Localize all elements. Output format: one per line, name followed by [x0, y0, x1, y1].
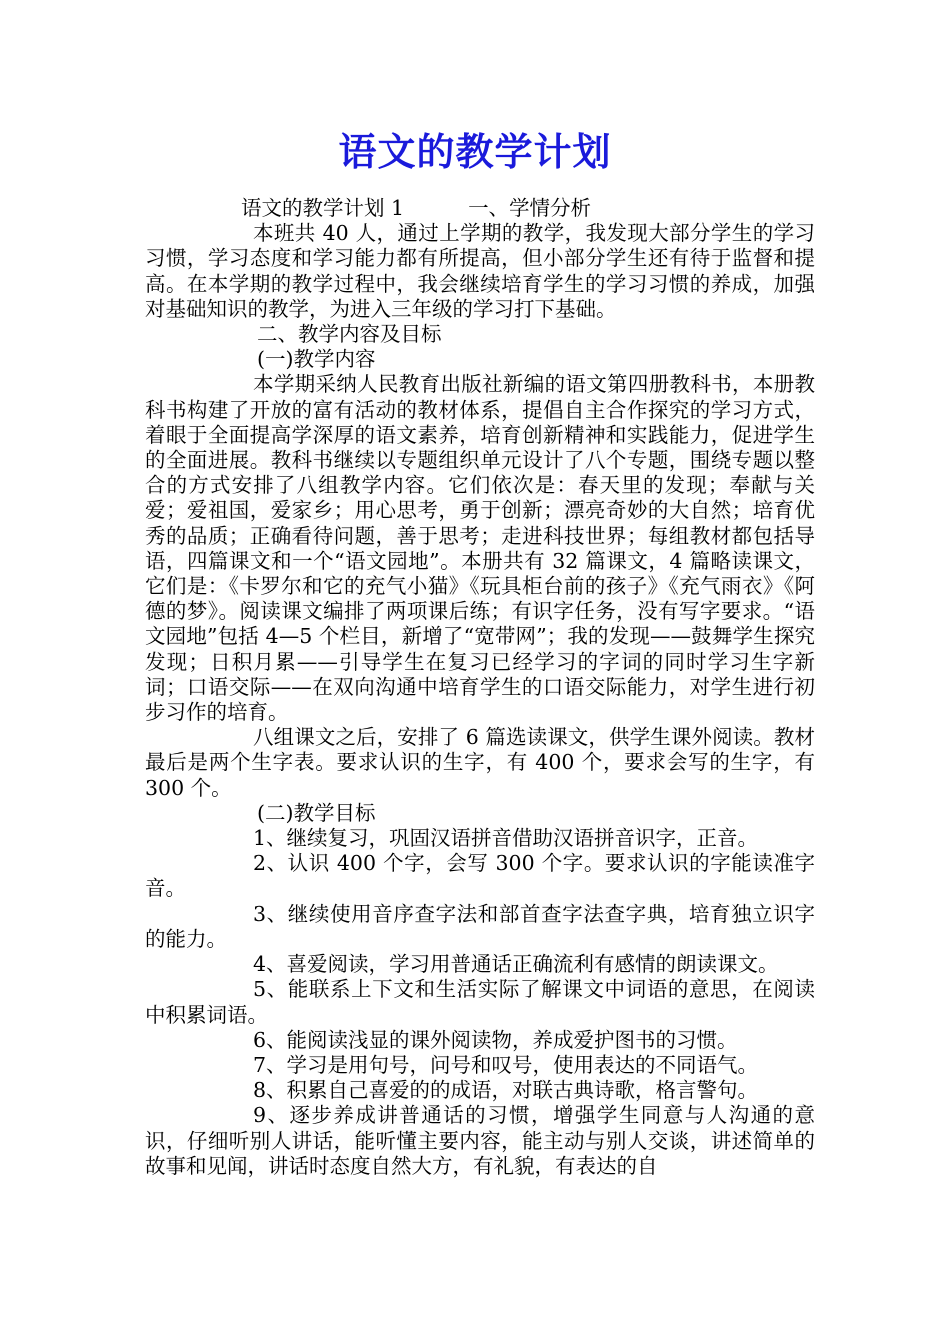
section-heading: 二、教学内容及目标 [257, 322, 442, 347]
list-item: 2、认识 400 个字，会写 300 个字。要求认识的字能读准字音。 [145, 851, 815, 901]
list-item: 7、学习是用句号，问号和叹号，使用表达的不同语气。 [253, 1052, 759, 1077]
paragraph: 八组课文之后，安排了 6 篇选读课文，供学生课外阅读。教材最后是两个生字表。要求认识的生字，有 400 个，要求会写的生字，有 300 个。 [145, 725, 815, 800]
document-body [145, 196, 815, 1179]
list-item: 3、继续使用音序查字法和部首查字法查字典，培育独立识字的能力。 [145, 901, 815, 951]
subsection-heading: (一)教学内容 [257, 347, 376, 372]
list-item: 8、积累自己喜爱的的成语，对联古典诗歌，格言警句。 [253, 1078, 759, 1103]
list-item: 1、继续复习，巩固汉语拼音借助汉语拼音识字，正音。 [253, 826, 759, 851]
paragraph: 本学期采纳人民教育出版社新编的语文第四册教科书，本册教科书构建了开放的富有活动的教材体系，提倡自主合作探究的学习方式，着眼于全面提高学深厚的语文素养，培育创新精神和实践能力，促进学生的全面进展。教科书继续以专题组织单元设计了八个专题，围绕专题以整合的方式安排了八组教学内容。它们依次是：春天里的发现；奉献与关爱；爱祖国，爱家乡；用心思考，勇于创新；漂亮奇妙的大自然；培育优秀的品质；正确看待问题，善于思考；走进科技世界；每组教材都包括导语，四篇课文和一个“语文园地”。本册共有 32 篇课文，4 篇略读课文，它们是：《卡罗尔和它的充气小猫》《玩具柜台前的孩子》《充气雨衣》《阿德的梦》。阅读课文编排了两项课后练；有识字任务，没有写字要求。“语文园地”包括 4—5 个栏目，新增了“宽带网”；我的发现——鼓舞学生探究发现；日积月累——引导学生在复习已经学习的字词的同时学习生字新词；口语交际——在双向沟通中培育学生的口语交际能力，对学生进行初步习作的培育。 [145, 372, 815, 725]
subtitle-left: 语文的教学计划 1 [241, 196, 405, 220]
list-item: 9、逐步养成讲普通话的习惯，增强学生同意与人沟通的意识，仔细听别人讲话，能听懂主要内容，能主动与别人交谈，讲述简单的故事和见闻，讲话时态度自然大方，有礼貌，有表达的自 [145, 1103, 815, 1178]
subtitle-line [145, 196, 815, 221]
subsection-heading: (二)教学目标 [257, 800, 376, 825]
subtitle-right: 一、学情分析 [468, 196, 592, 220]
document-title: 语文的教学计划 [338, 129, 612, 174]
list-item: 5、能联系上下文和生活实际了解课文中词语的意思，在阅读中积累词语。 [145, 977, 815, 1027]
list-item: 4、喜爱阅读，学习用普通话正确流利有感情的朗读课文。 [253, 952, 779, 977]
list-item: 6、能阅读浅显的课外阅读物，养成爱护图书的习惯。 [253, 1027, 738, 1052]
paragraph: 本班共 40 人，通过上学期的教学，我发现大部分学生的学习习惯，学习态度和学习能力都有所提高，但小部分学生还有待于监督和提高。在本学期的教学过程中，我会继续培育学生的学习习惯的养成，加强对基础知识的教学，为进入三年级的学习打下基础。 [145, 221, 815, 321]
